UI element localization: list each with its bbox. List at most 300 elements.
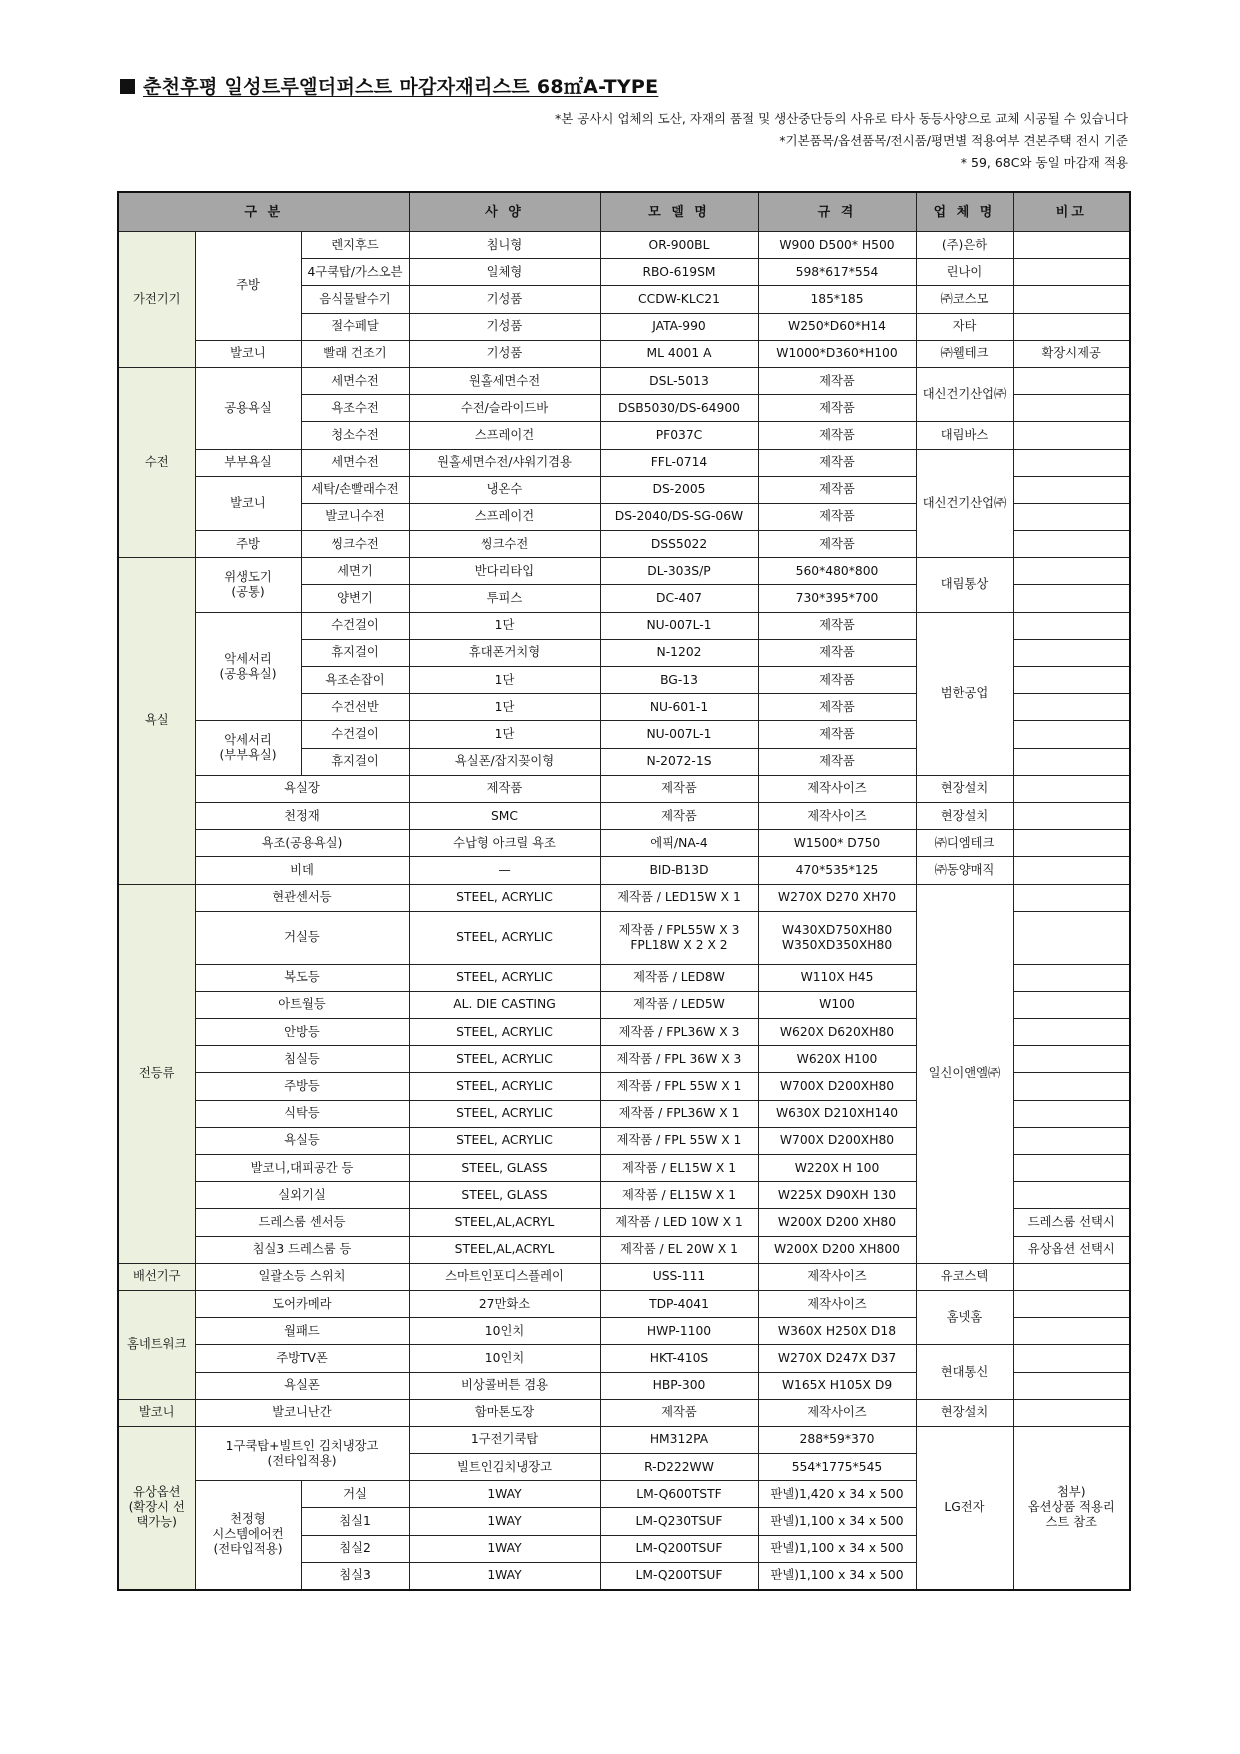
remark-cell: 유상옵션 선택시 (1013, 1236, 1130, 1263)
table-row (118, 1399, 1130, 1426)
remark-cell (1013, 1399, 1130, 1426)
item-cell: 욕조(공용욕실) (195, 830, 409, 857)
vendor-cell: 범한공업 (916, 612, 1013, 775)
vendor-cell: 홈넷홈 (916, 1290, 1013, 1344)
item-cell: 빨래 건조기 (301, 340, 409, 367)
spec-cell: 수전/슬라이드바 (409, 395, 600, 422)
remark-cell (1013, 991, 1130, 1018)
item-cell: 휴지걸이 (301, 639, 409, 666)
item-cell: 청소수전 (301, 422, 409, 449)
item-cell: 일괄소등 스위치 (195, 1263, 409, 1290)
size-cell: 제작품 (758, 639, 916, 666)
model-cell: 제작품 / FPL 55W X 1 (600, 1073, 758, 1100)
size-cell: 판넬)1,100 x 34 x 500 (758, 1535, 916, 1562)
remark-cell (1013, 395, 1130, 422)
spec-cell: 1단 (409, 612, 600, 639)
size-cell: W630X D210XH140 (758, 1100, 916, 1127)
size-cell: 제작품 (758, 422, 916, 449)
spec-cell: 10인치 (409, 1318, 600, 1345)
subgroup-cell: 악세서리 (공용욕실) (195, 612, 301, 721)
item-cell: 욕실장 (195, 775, 409, 802)
group-balcony: 발코니 (118, 1399, 195, 1426)
remark-cell (1013, 476, 1130, 503)
size-cell: 제작사이즈 (758, 1290, 916, 1317)
item-cell: 씽크수전 (301, 531, 409, 558)
vendor-cell: 대림통상 (916, 558, 1013, 612)
item-cell: 주방TV폰 (195, 1345, 409, 1372)
spec-cell: 스프레이건 (409, 422, 600, 449)
spec-cell: 스프레이건 (409, 503, 600, 530)
table-row (118, 192, 1130, 232)
spec-cell: 원홀세면수전/샤워기겸용 (409, 449, 600, 476)
spec-cell: 침니형 (409, 232, 600, 259)
item-cell: 휴지걸이 (301, 748, 409, 775)
model-cell: DSL-5013 (600, 367, 758, 394)
model-cell: OR-900BL (600, 232, 758, 259)
size-cell: W900 D500* H500 (758, 232, 916, 259)
model-cell: RBO-619SM (600, 259, 758, 286)
spec-cell: AL. DIE CASTING (409, 991, 600, 1018)
model-cell: CCDW-KLC21 (600, 286, 758, 313)
table-row (118, 340, 1130, 367)
spec-cell: STEEL, ACRYLIC (409, 1100, 600, 1127)
model-cell: 제작품 / FPL36W X 3 (600, 1019, 758, 1046)
vendor-cell: 대림바스 (916, 422, 1013, 449)
model-cell: FFL-0714 (600, 449, 758, 476)
model-cell: 제작품 / LED8W (600, 964, 758, 991)
table-row (118, 1345, 1130, 1372)
size-cell: 제작품 (758, 612, 916, 639)
item-cell: 절수페달 (301, 313, 409, 340)
note-line: *본 공사시 업체의 도산, 자재의 품절 및 생산중단등의 사유로 타사 동등사양으로 교체 시공될 수 있습니다 (554, 111, 1128, 126)
model-cell: HM312PA (600, 1426, 758, 1453)
table-body (118, 192, 1130, 1590)
table-row (118, 1290, 1130, 1317)
item-cell: 욕실폰 (195, 1372, 409, 1399)
model-cell: LM-Q600TSTF (600, 1481, 758, 1508)
vendor-cell: 현장설치 (916, 802, 1013, 829)
model-cell: DC-407 (600, 585, 758, 612)
size-cell: 288*59*370 (758, 1426, 916, 1453)
model-cell: HBP-300 (600, 1372, 758, 1399)
header-spec: 사 양 (409, 192, 600, 232)
model-cell: NU-007L-1 (600, 612, 758, 639)
subgroup-cell: 주방 (195, 232, 301, 341)
remark-cell (1013, 721, 1130, 748)
model-cell: BID-B13D (600, 857, 758, 884)
item-cell: 비데 (195, 857, 409, 884)
size-cell: W225X D90XH 130 (758, 1182, 916, 1209)
note-line: *기본품목/옵션품목/전시품/평면별 적용여부 견본주택 전시 기준 (779, 133, 1128, 148)
size-cell: 730*395*700 (758, 585, 916, 612)
notes (555, 108, 1128, 174)
size-cell: W620X H100 (758, 1046, 916, 1073)
spec-cell: 반다리타입 (409, 558, 600, 585)
size-cell: W430XD750XH80 W350XD350XH80 (758, 911, 916, 964)
spec-cell: 1WAY (409, 1481, 600, 1508)
model-cell: 제작품 / FPL 36W X 3 (600, 1046, 758, 1073)
spec-cell: 기성품 (409, 340, 600, 367)
model-cell: N-2072-1S (600, 748, 758, 775)
model-cell: 제작품 / LED5W (600, 991, 758, 1018)
remark-cell (1013, 232, 1130, 259)
remark-cell (1013, 964, 1130, 991)
item-cell: 욕조수전 (301, 395, 409, 422)
subgroup-cell: 부부욕실 (195, 449, 301, 476)
spec-cell: 1단 (409, 694, 600, 721)
remark-cell (1013, 802, 1130, 829)
spec-cell: 27만화소 (409, 1290, 600, 1317)
item-cell: 발코니수전 (301, 503, 409, 530)
model-cell: HWP-1100 (600, 1318, 758, 1345)
spec-cell: STEEL, ACRYLIC (409, 1019, 600, 1046)
size-cell: 제작사이즈 (758, 1263, 916, 1290)
item-cell: 침실3 드레스룸 등 (195, 1236, 409, 1263)
size-cell: 제작품 (758, 476, 916, 503)
header-vendor: 업 체 명 (916, 192, 1013, 232)
spec-cell: 기성품 (409, 313, 600, 340)
spec-cell: STEEL, GLASS (409, 1155, 600, 1182)
size-cell: 제작품 (758, 367, 916, 394)
subgroup-cell: 악세서리 (부부욕실) (195, 721, 301, 775)
model-cell: LM-Q200TSUF (600, 1562, 758, 1589)
remark-cell (1013, 558, 1130, 585)
item-cell: 침실1 (301, 1508, 409, 1535)
item-cell: 음식물탈수기 (301, 286, 409, 313)
item-cell: 천정재 (195, 802, 409, 829)
remark-cell (1013, 313, 1130, 340)
table-row (118, 775, 1130, 802)
size-cell: W620X D620XH80 (758, 1019, 916, 1046)
size-cell: W110X H45 (758, 964, 916, 991)
item-cell: 실외기실 (195, 1182, 409, 1209)
item-cell: 수건선반 (301, 694, 409, 721)
remark-cell (1013, 1073, 1130, 1100)
spec-cell: 제작품 (409, 775, 600, 802)
vendor-cell: 린나이 (916, 259, 1013, 286)
spec-cell: 휴대폰거치형 (409, 639, 600, 666)
model-cell: USS-111 (600, 1263, 758, 1290)
spec-cell: 원홀세면수전 (409, 367, 600, 394)
header-model: 모 델 명 (600, 192, 758, 232)
group-appliance: 가전기기 (118, 232, 195, 368)
model-cell: TDP-4041 (600, 1290, 758, 1317)
vendor-cell: 현장설치 (916, 1399, 1013, 1426)
square-bullet-icon (120, 79, 135, 94)
item-cell: 욕조손잡이 (301, 667, 409, 694)
subgroup-cell: 천정형 시스템에어컨 (전타입적용) (195, 1481, 301, 1590)
model-cell: DS-2005 (600, 476, 758, 503)
remark-cell (1013, 1318, 1130, 1345)
size-cell: 제작품 (758, 531, 916, 558)
header-category: 구 분 (118, 192, 409, 232)
item-cell: 발코니난간 (195, 1399, 409, 1426)
vendor-cell: LG전자 (916, 1426, 1013, 1589)
item-cell: 세면수전 (301, 367, 409, 394)
model-cell: 제작품 / FPL36W X 1 (600, 1100, 758, 1127)
item-cell: 양변기 (301, 585, 409, 612)
size-cell: 제작사이즈 (758, 775, 916, 802)
model-cell: NU-601-1 (600, 694, 758, 721)
subgroup-cell: 발코니 (195, 340, 301, 367)
model-cell: NU-007L-1 (600, 721, 758, 748)
remark-cell (1013, 286, 1130, 313)
remark-cell: 첨부) 옵션상품 적용리 스트 참조 (1013, 1426, 1130, 1589)
size-cell: W360X H250X D18 (758, 1318, 916, 1345)
table-row (118, 1426, 1130, 1453)
header-remark: 비고 (1013, 192, 1130, 232)
model-cell: DL-303S/P (600, 558, 758, 585)
header-size: 규 격 (758, 192, 916, 232)
item-cell: 월패드 (195, 1318, 409, 1345)
item-cell: 세면수전 (301, 449, 409, 476)
remark-cell (1013, 612, 1130, 639)
size-cell: 제작사이즈 (758, 1399, 916, 1426)
model-cell: DS-2040/DS-SG-06W (600, 503, 758, 530)
model-cell: ML 4001 A (600, 340, 758, 367)
size-cell: W200X D200 XH80 (758, 1209, 916, 1236)
remark-cell: 드레스룸 선택시 (1013, 1209, 1130, 1236)
spec-cell: 함마톤도장 (409, 1399, 600, 1426)
table-row (118, 830, 1130, 857)
remark-cell (1013, 667, 1130, 694)
item-cell: 욕실등 (195, 1127, 409, 1154)
title-text: 춘천후평 일성트루엘더퍼스트 마감자재리스트 68㎡A-TYPE (143, 76, 659, 98)
document-title (120, 72, 658, 99)
item-cell: 거실 (301, 1481, 409, 1508)
size-cell: 제작품 (758, 449, 916, 476)
item-cell: 도어카메라 (195, 1290, 409, 1317)
size-cell: 제작품 (758, 667, 916, 694)
item-cell: 복도등 (195, 964, 409, 991)
size-cell: W270X D270 XH70 (758, 884, 916, 911)
remark-cell (1013, 503, 1130, 530)
group-wiring: 배선기구 (118, 1263, 195, 1290)
remark-cell (1013, 259, 1130, 286)
size-cell: 제작품 (758, 694, 916, 721)
finish-materials-table (117, 191, 1131, 1591)
spec-cell: 수납형 아크릴 욕조 (409, 830, 600, 857)
remark-cell (1013, 775, 1130, 802)
subgroup-cell: 발코니 (195, 476, 301, 530)
spec-cell: STEEL, ACRYLIC (409, 964, 600, 991)
subgroup-cell: 공용욕실 (195, 367, 301, 449)
size-cell: 제작품 (758, 503, 916, 530)
model-cell: 제작품 / EL15W X 1 (600, 1155, 758, 1182)
model-cell: 에픽/NA-4 (600, 830, 758, 857)
spec-cell: 기성품 (409, 286, 600, 313)
size-cell: 185*185 (758, 286, 916, 313)
model-cell: DSS5022 (600, 531, 758, 558)
item-cell: 침실3 (301, 1562, 409, 1589)
size-cell: 판넬)1,100 x 34 x 500 (758, 1508, 916, 1535)
model-cell: 제작품 (600, 802, 758, 829)
remark-cell (1013, 1290, 1130, 1317)
spec-cell: 1WAY (409, 1562, 600, 1589)
spec-cell: 씽크수전 (409, 531, 600, 558)
size-cell: 제작품 (758, 748, 916, 775)
model-cell: R-D222WW (600, 1454, 758, 1481)
table-row (118, 367, 1130, 394)
model-cell: 제작품 / FPL 55W X 1 (600, 1127, 758, 1154)
table-row (118, 1263, 1130, 1290)
remark-cell (1013, 748, 1130, 775)
table-row (118, 558, 1130, 585)
model-cell: BG-13 (600, 667, 758, 694)
table-row (118, 857, 1130, 884)
item-cell: 세탁/손빨래수전 (301, 476, 409, 503)
item-cell: 현관센서등 (195, 884, 409, 911)
size-cell: W250*D60*H14 (758, 313, 916, 340)
size-cell: W700X D200XH80 (758, 1127, 916, 1154)
remark-cell (1013, 694, 1130, 721)
spec-cell: STEEL, ACRYLIC (409, 1127, 600, 1154)
subgroup-cell: 주방 (195, 531, 301, 558)
remark-cell (1013, 1345, 1130, 1372)
remark-cell: 확장시제공 (1013, 340, 1130, 367)
size-cell: W220X H 100 (758, 1155, 916, 1182)
size-cell: 제작사이즈 (758, 802, 916, 829)
item-cell: 발코니,대피공간 등 (195, 1155, 409, 1182)
subgroup-cell: 위생도기 (공통) (195, 558, 301, 612)
size-cell: 470*535*125 (758, 857, 916, 884)
spec-cell: STEEL, ACRYLIC (409, 911, 600, 964)
model-cell: 제작품 (600, 775, 758, 802)
remark-cell (1013, 1019, 1130, 1046)
vendor-cell: (주)은하 (916, 232, 1013, 259)
remark-cell (1013, 1100, 1130, 1127)
remark-cell (1013, 639, 1130, 666)
item-cell: 주방등 (195, 1073, 409, 1100)
remark-cell (1013, 830, 1130, 857)
remark-cell (1013, 585, 1130, 612)
vendor-cell: 현대통신 (916, 1345, 1013, 1399)
size-cell: 598*617*554 (758, 259, 916, 286)
spec-cell: 비상콜버튼 겸용 (409, 1372, 600, 1399)
model-cell: N-1202 (600, 639, 758, 666)
model-cell: PF037C (600, 422, 758, 449)
model-cell: 제작품 / LED 10W X 1 (600, 1209, 758, 1236)
size-cell: 554*1775*545 (758, 1454, 916, 1481)
spec-cell: 투피스 (409, 585, 600, 612)
model-cell: 제작품 (600, 1399, 758, 1426)
remark-cell (1013, 1182, 1130, 1209)
spec-cell: 1단 (409, 667, 600, 694)
group-homenet: 홈네트워크 (118, 1290, 195, 1399)
spec-cell: SMC (409, 802, 600, 829)
model-cell: 제작품 / EL 20W X 1 (600, 1236, 758, 1263)
size-cell: 판넬)1,100 x 34 x 500 (758, 1562, 916, 1589)
size-cell: W700X D200XH80 (758, 1073, 916, 1100)
table-row (118, 449, 1130, 476)
table-row (118, 612, 1130, 639)
vendor-cell: 대신건기산업㈜ (916, 449, 1013, 558)
group-lighting: 전등류 (118, 884, 195, 1263)
spec-cell: STEEL, ACRYLIC (409, 884, 600, 911)
model-cell: HKT-410S (600, 1345, 758, 1372)
vendor-cell: ㈜디엠테크 (916, 830, 1013, 857)
vendor-cell: ㈜웰테크 (916, 340, 1013, 367)
spec-cell: STEEL,AL,ACRYL (409, 1209, 600, 1236)
note-line: * 59, 68C와 동일 마감재 적용 (960, 155, 1128, 170)
remark-cell (1013, 884, 1130, 911)
size-cell: W1500* D750 (758, 830, 916, 857)
spec-cell: 일체형 (409, 259, 600, 286)
spec-cell: 10인치 (409, 1345, 600, 1372)
spec-cell: 1단 (409, 721, 600, 748)
spec-cell: 1WAY (409, 1508, 600, 1535)
vendor-cell: ㈜동양매직 (916, 857, 1013, 884)
item-cell: 4구쿡탑/가스오븐 (301, 259, 409, 286)
size-cell: 제작품 (758, 721, 916, 748)
group-faucet: 수전 (118, 367, 195, 557)
item-cell: 세면기 (301, 558, 409, 585)
model-cell: LM-Q200TSUF (600, 1535, 758, 1562)
size-cell: W1000*D360*H100 (758, 340, 916, 367)
spec-cell: STEEL, ACRYLIC (409, 1073, 600, 1100)
remark-cell (1013, 1127, 1130, 1154)
item-cell: 침실2 (301, 1535, 409, 1562)
model-cell: 제작품 / EL15W X 1 (600, 1182, 758, 1209)
model-cell: 제작품 / LED15W X 1 (600, 884, 758, 911)
size-cell: W165X H105X D9 (758, 1372, 916, 1399)
vendor-cell: 유코스텍 (916, 1263, 1013, 1290)
item-cell: 수건걸이 (301, 721, 409, 748)
remark-cell (1013, 367, 1130, 394)
size-cell: 560*480*800 (758, 558, 916, 585)
remark-cell (1013, 1372, 1130, 1399)
item-cell: 안방등 (195, 1019, 409, 1046)
spec-cell: — (409, 857, 600, 884)
vendor-cell: 자타 (916, 313, 1013, 340)
group-bath: 욕실 (118, 558, 195, 884)
item-cell: 거실등 (195, 911, 409, 964)
vendor-cell: 대신건기산업㈜ (916, 367, 1013, 421)
remark-cell (1013, 1263, 1130, 1290)
remark-cell (1013, 1155, 1130, 1182)
group-option: 유상옵션 (확장시 선 택가능) (118, 1426, 195, 1589)
size-cell: 판넬)1,420 x 34 x 500 (758, 1481, 916, 1508)
remark-cell (1013, 449, 1130, 476)
vendor-cell: ㈜코스모 (916, 286, 1013, 313)
remark-cell (1013, 1046, 1130, 1073)
subgroup-cell: 1구쿡탑+빌트인 김치냉장고 (전타입적용) (195, 1426, 409, 1480)
spec-cell: 스마트인포디스플레이 (409, 1263, 600, 1290)
spec-cell: STEEL, GLASS (409, 1182, 600, 1209)
model-cell: DSB5030/DS-64900 (600, 395, 758, 422)
spec-cell: 냉온수 (409, 476, 600, 503)
spec-cell: 욕실폰/잡지꽂이형 (409, 748, 600, 775)
item-cell: 침실등 (195, 1046, 409, 1073)
table-row (118, 884, 1130, 911)
table-row (118, 232, 1130, 259)
spec-cell: 빌트인김치냉장고 (409, 1454, 600, 1481)
vendor-cell: 일신이앤엘㈜ (916, 884, 1013, 1263)
model-cell: JATA-990 (600, 313, 758, 340)
item-cell: 수건걸이 (301, 612, 409, 639)
remark-cell (1013, 531, 1130, 558)
spec-cell: STEEL, ACRYLIC (409, 1046, 600, 1073)
size-cell: 제작품 (758, 395, 916, 422)
item-cell: 식탁등 (195, 1100, 409, 1127)
item-cell: 아트월등 (195, 991, 409, 1018)
size-cell: W270X D247X D37 (758, 1345, 916, 1372)
remark-cell (1013, 911, 1130, 964)
size-cell: W100 (758, 991, 916, 1018)
item-cell: 드레스룸 센서등 (195, 1209, 409, 1236)
spec-cell: 1구전기쿡탑 (409, 1426, 600, 1453)
spec-cell: STEEL,AL,ACRYL (409, 1236, 600, 1263)
